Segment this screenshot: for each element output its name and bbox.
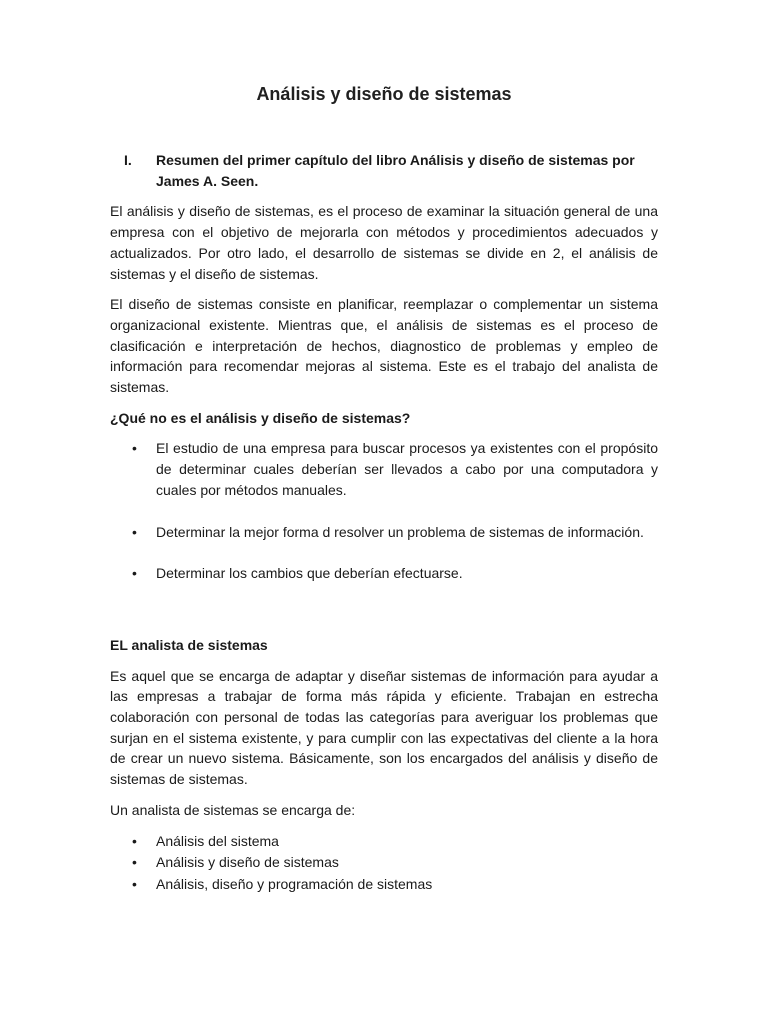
section-number: I. <box>124 152 132 168</box>
spacer <box>110 584 658 635</box>
bullet-icon: • <box>132 565 137 582</box>
list-item-text: Determinar los cambios que deberían efectuarse. <box>156 565 463 582</box>
bullet-icon: • <box>132 832 137 849</box>
bullet-icon: • <box>132 875 137 892</box>
document-body <box>110 150 658 896</box>
section-heading <box>110 150 658 191</box>
list-item <box>110 874 658 895</box>
paragraph-intro: El análisis y diseño de sistemas, es el proceso de examinar la situación general de una empresa con el objetivo de mejorarla con métodos y procedimientos adecuados y actualizados. Por otro lado, el desarrollo de sistemas se divide en 2, el análisis de sistemas y el diseño de sistemas. <box>110 203 658 282</box>
list-item <box>110 852 658 873</box>
not-list <box>110 438 658 584</box>
paragraph-analyst: Es aquel que se encarga de adaptar y diseñar sistemas de información para ayudar a las empresas a trabajar de forma más rápida y eficiente. Trabajan en estrecha colaboración con personal de todas las categorías para averiguar los problemas que surjan en el sistema existente, y para cumplir con las expectativas del cliente a la hora de crear un nuevo sistema. Básicamente, son los encargados del análisis y diseño de sistemas de sistemas. <box>110 667 658 788</box>
list-item <box>110 438 658 500</box>
list-item-text: Análisis, diseño y programación de sistemas <box>156 875 433 892</box>
paragraph-analyst-intro: Un analista de sistemas se encarga de: <box>110 801 356 818</box>
list-item-text: Determinar la mejor forma d resolver un problema de sistemas de información. <box>156 523 644 540</box>
bullet-icon: • <box>132 440 137 457</box>
document-title: Análisis y diseño de sistemas <box>256 84 512 104</box>
question-heading: ¿Qué no es el análisis y diseño de sistemas? <box>110 409 411 426</box>
paragraph-design: El diseño de sistemas consiste en planificar, reemplazar o complementar un sistema organizacional existente. Mientras que, el análisis de sistemas es el proceso de clasificación e interpretación de hechos, diagnostico de problemas y empleo de información para recomendar mejoras al sistema. Este es el trabajo del analista de sistemas. <box>110 296 658 396</box>
list-item-text: Análisis y diseño de sistemas <box>156 854 339 871</box>
list-item-text: Análisis del sistema <box>156 832 279 849</box>
list-item-text: El estudio de una empresa para buscar procesos ya existentes con el propósito de determinar cuales deberían ser llevados a cabo por una computadora y cuales por métodos manuales. <box>156 440 658 498</box>
bullet-icon: • <box>132 854 137 871</box>
list-item <box>110 831 658 852</box>
section-heading-text: Resumen del primer capítulo del libro Análisis y diseño de sistemas por James A. Seen. <box>156 152 635 189</box>
bullet-icon: • <box>132 523 137 540</box>
analyst-list <box>110 831 658 895</box>
list-item <box>110 563 658 584</box>
analyst-heading: EL analista de sistemas <box>110 636 268 653</box>
list-item <box>110 522 658 543</box>
